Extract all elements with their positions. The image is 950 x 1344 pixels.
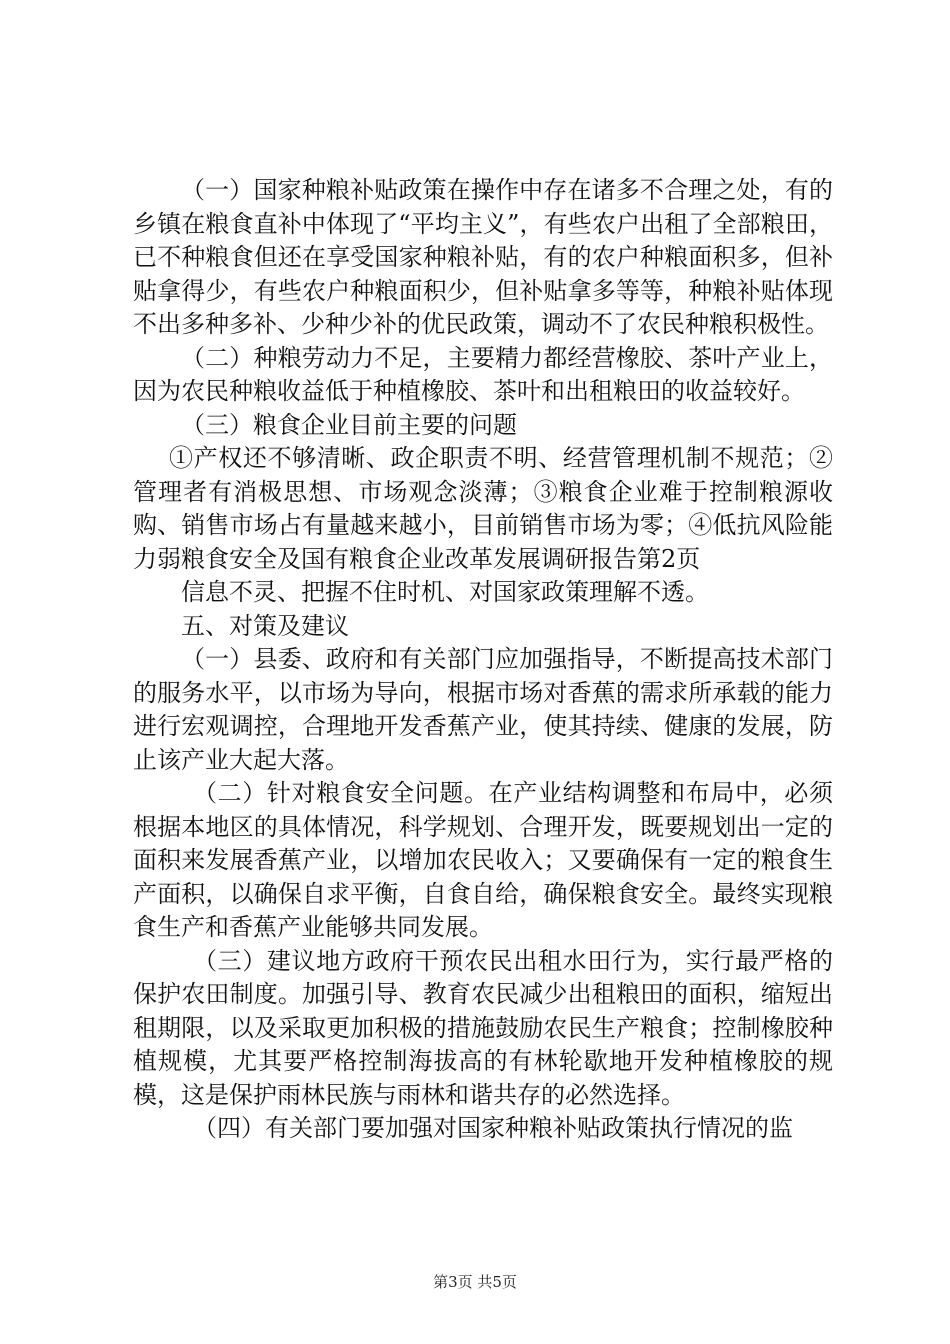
paragraph-food-security: （二）针对粮食安全问题。在产业结构调整和布局中，必须根据本地区的具体情况，科学规划、合理开发，既要规划出一定的面积来发展香蕉产业，以增加农民收入；又要确保有一定的粮食生产面积，以确保自求平衡，自食自给，确保粮食安全。最终实现粮食生产和香蕉产业能够共同发展。 <box>133 779 833 941</box>
paragraph-grain-enterprise-heading: （三）粮食企业目前主要的问题 <box>181 410 517 439</box>
document-body <box>133 174 833 1146</box>
paragraph-guidance: （一）县委、政府和有关部门应加强指导，不断提高技术部门的服务水平，以市场为导向，根据市场对香蕉的需求所承载的能力进行宏观调控，合理地开发香蕉产业，使其持续、健康的发展，防止该产业大起大落。 <box>133 645 833 774</box>
paragraph-information: 信息不灵、把握不住时机、对国家政策理解不透。 <box>181 578 709 606</box>
paragraph-supervision: （四）有关部门要加强对国家种粮补贴政策执行情况的监 <box>193 1114 793 1142</box>
section-heading-countermeasures: 五、对策及建议 <box>181 611 349 640</box>
paragraph-subsidy-policy: （一）国家种粮补贴政策在操作中存在诸多不合理之处，有的乡镇在粮食直补中体现了“平均主义”，有些农户出租了全部粮田，已不种粮食但还在享受国家种粮补贴，有的农户种粮面积多，但补贴拿得少，有些农户种粮面积少，但补贴拿多等等，种粮补贴体现不出多种多补、少种少补的优民政策，调动不了农民种粮积极性。 <box>133 176 833 338</box>
paragraph-labor-shortage: （二）种粮劳动力不足，主要精力都经营橡胶、茶叶产业上，因为农民种粮收益低于种植橡胶、茶叶和出租粮田的收益较好。 <box>133 343 833 405</box>
paragraph-farmland-protection: （三）建议地方政府干预农民出租水田行为，实行最严格的保护农田制度。加强引导、教育农民减少出租粮田的面积，缩短出租期限，以及采取更加积极的措施鼓励农民生产粮食；控制橡胶种植规模，尤其要严格控制海拔高的有林轮歇地开发种植橡胶的规模，这是保护雨林民族与雨林和谐共存的必然选择。 <box>133 946 833 1109</box>
paragraph-enterprise-problems: ①产权还不够清晰、政企职责不明、经营管理机制不规范；②管理者有消极思想、市场观念淡薄；③粮食企业难于控制粮源收购、销售市场占有量越来越小，目前销售市场为零；④低抗风险能力弱粮食安全及国有粮食企业改革发展调研报告第2页 <box>133 444 833 573</box>
page-number-footer: 第3页 共5页 <box>433 1273 517 1291</box>
